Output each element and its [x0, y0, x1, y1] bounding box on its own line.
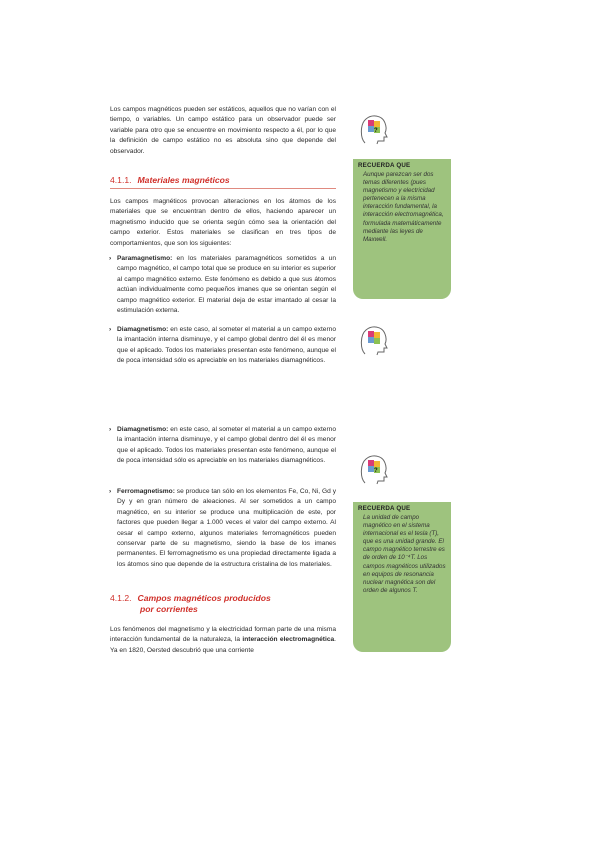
bullet-text: en este caso, al someter el material a un campo externo la imantación interna disminuye, y el campo global dentro del él es menor que el aplicado. Todos los materiales presentan este fenómeno, aunque el de poca intensidad sólo es apreciable en los materiales diamagnéticos.	[117, 426, 336, 465]
section-title-text: Materiales magnéticos	[137, 175, 230, 185]
head-puzzle-icon	[356, 323, 390, 357]
section-title-campos-corrientes	[110, 593, 336, 615]
paragraph-text: . Ya en 1820, Oersted descubrió que una corriente	[110, 636, 336, 654]
reminder-box-2	[353, 502, 451, 652]
bullet-diamagnetismo-2: › Diamagnetismo: en este caso, al someter el material a un campo externo la imantación interna disminuye, y el campo global dentro del él es menor que el aplicado. Todos los materiales presentan este fenómeno, aunque el de poca intensidad sólo es apreciable en los materiales diamagnéticos.	[109, 426, 336, 465]
bullet-diamagnetismo: › Diamagnetismo: en este caso, al someter el material a un campo externo la imantación interna disminuye, y el campo global dentro del él es menor que el aplicado. Todos los materiales presentan este fenómeno, aunque el de poca intensidad sólo es apreciable en los materiales diamagnéticos.	[109, 326, 336, 365]
paragraph-text: Los fenómenos del magnetismo y la electricidad forman parte de una misma interacción fundamental de la naturaleza, la	[110, 626, 336, 644]
head-puzzle-icon	[356, 112, 390, 146]
bullet-ferromagnetismo: › Ferromagnetismo: se produce tan sólo en los elementos Fe, Co, Ni, Gd y Dy y en gran número de aleaciones. Al ser sometidos a un campo magnético, en su interior se produce una multiplicación de este, por factores que pueden llegar a 1.000 veces el valor del campo externo. Al cesar el campo externo, algunos materiales ferromagnéticos pueden conservar parte de su magnetismo, siendo la base de los imanes permanentes. El ferromagnetismo es una propiedad directamente ligada a los átomos sino que depende de la estructura cristalina de los materiales.	[109, 488, 336, 568]
bullet-term: Ferromagnetismo:	[117, 488, 175, 495]
bullet-term: Paramagnetismo:	[117, 255, 173, 262]
section2-paragraph	[110, 625, 336, 656]
section-title-materiales	[110, 175, 336, 186]
bullet-text: en los materiales paramagnéticos sometidos a un campo magnético, el campo total que se produce en su interior es superior al campo magnético externo. Este fenómeno es debido a que sus átomos actúan individualmente como pequeños imanes que se orientan según el campo magnético exterior. El material deja de estar imantado al cesar la estimulación externa.	[117, 255, 336, 315]
svg-text:?: ?	[374, 128, 378, 134]
bullet-text: se produce tan sólo en los elementos Fe, Co, Ni, Gd y Dy y en gran número de aleaciones. Al ser sometidos a un campo magnético, en su interior se produce una multiplicación de este, por factores que pueden llegar a 1.000 veces el valor del campo externo. Al cesar el campo externo, algunos materiales ferromagnéticos pueden conservar parte de su magnetismo, siendo la base de los imanes permanentes. El ferromagnetismo es una propiedad directamente ligada a los átomos sino que depende de la estructura cristalina de los materiales.	[117, 488, 336, 568]
bullet-term: Diamagnetismo:	[117, 426, 169, 433]
intro-paragraph: Los campos magnéticos pueden ser estáticos, aquellos que no varían con el tiempo, o variables. Un campo estático para un observador puede ser variable para otro que se encuentre en movimiento respecto a él, por lo que la definición de campo estático no es absoluta sino que depende del observador.	[110, 106, 336, 155]
reminder-box-1	[353, 159, 451, 299]
svg-text:?: ?	[374, 468, 378, 474]
bullet-text: en este caso, al someter el material a un campo externo la imantación interna disminuye, y el campo global dentro del él es menor que el aplicado. Todos los materiales presentan este fenómeno, aunque el de poca intensidad sólo es apreciable en los materiales diamagnéticos.	[117, 326, 336, 365]
reminder-box-body: La unidad de campo magnético en el sistema internacional es el tesla (T), que es una unidad grande. El campo magnético terrestre es de orden de 10⁻⁴T. Los campos magnéticos utilizados en equipos de resonancia nuclear magnética son del orden de algunos T.	[363, 514, 446, 594]
bullet-term: Diamagnetismo:	[117, 326, 169, 333]
section-title-text: Campos magnéticos producidos	[137, 593, 271, 603]
reminder-box-body: Aunque parezcan ser dos temas diferentes (pues magnetismo y electricidad pertenecen a la misma interacción fundamental, la interacción electromagnética, formulada matemáticamente mediante las leyes de Maxwell.	[363, 171, 444, 243]
head-puzzle-icon	[356, 452, 390, 486]
reminder-box-header: RECUERDA QUE	[358, 505, 411, 512]
section1-intro: Los campos magnéticos provocan alteraciones en los átomos de los materiales que se encuentran dentro de ellos, haciendo aparecer un magnetismo inducido que se orienta según cómo sea la orientación del campo exterior. Estos materiales se clasifican en tres tipos de comportamientos, que son los siguientes:	[110, 198, 336, 247]
section-title-text-2: por corrientes	[140, 604, 198, 614]
section-number: 4.1.1.	[110, 175, 132, 185]
reminder-box-header: RECUERDA QUE	[358, 162, 411, 169]
section-number: 4.1.2.	[110, 593, 132, 603]
bullet-paramagnetismo: › Paramagnetismo: en los materiales paramagnéticos sometidos a un campo magnético, el campo total que se produce en su interior es superior al campo magnético externo. Este fenómeno es debido a que sus átomos actúan individualmente como pequeños imanes que se orientan según el campo magnético exterior. El material deja de estar imantado al cesar la estimulación externa.	[109, 255, 336, 315]
paragraph-bold: interacción electromagnética	[242, 636, 335, 644]
